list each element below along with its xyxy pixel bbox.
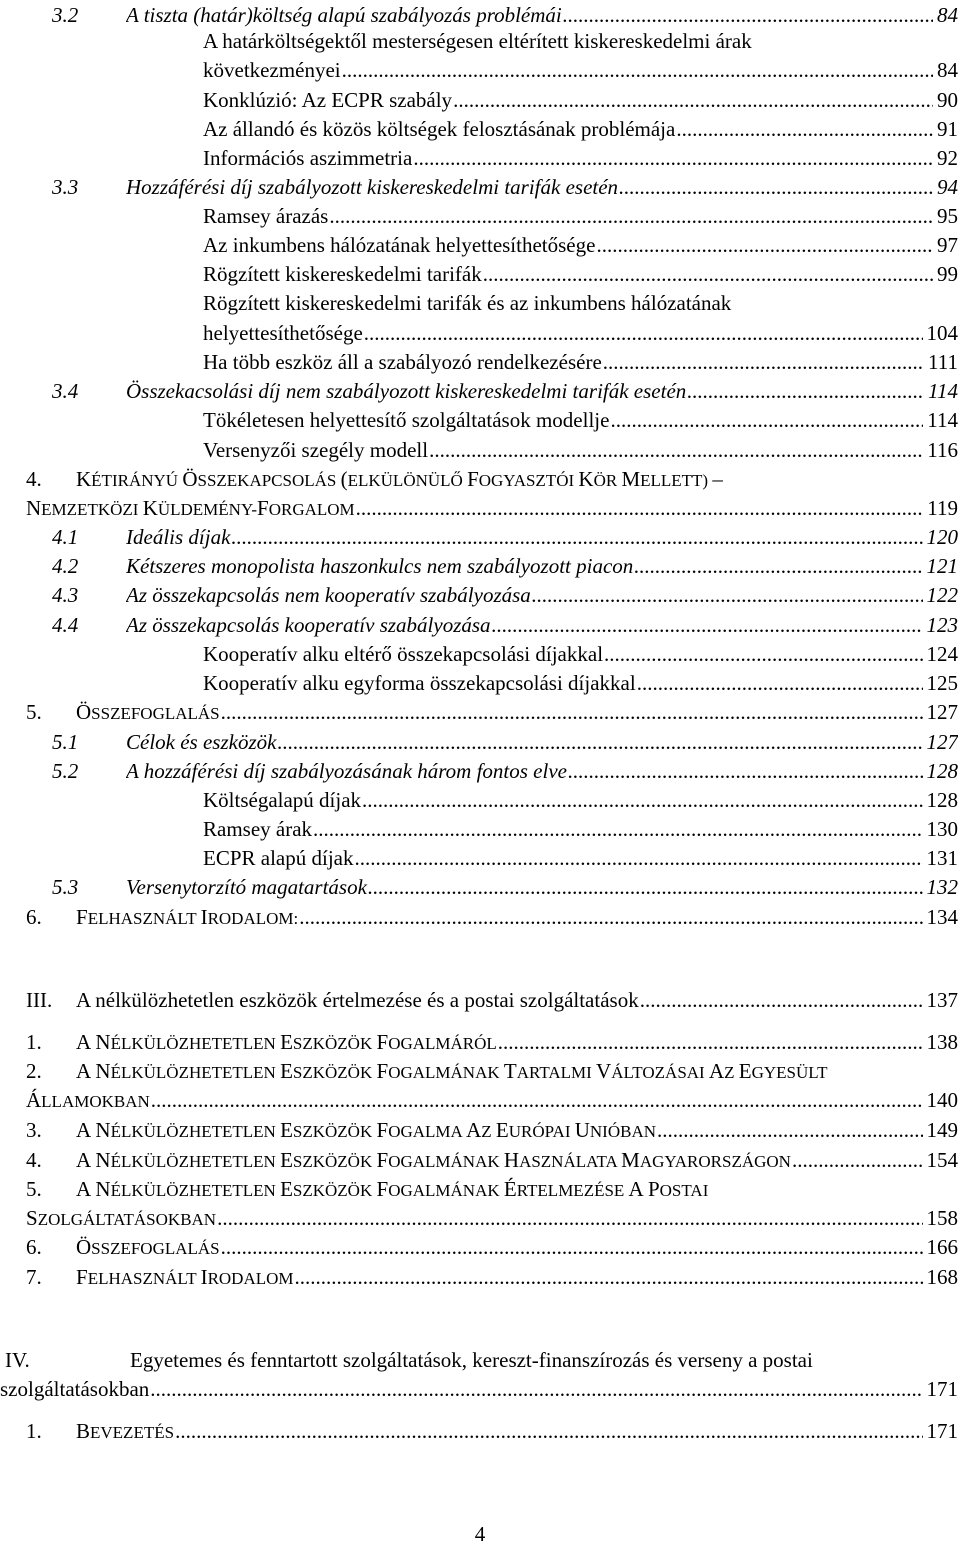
toc-entry[interactable] [0,610,960,640]
dot-leader [362,785,922,815]
toc-entry-title: Ha több eszköz áll a szabályozó rendelkezésére [203,350,602,374]
toc-entry-page: 111 [928,350,958,374]
toc-entry-page: 92 [937,146,958,170]
toc-entry[interactable] [0,288,960,318]
dot-leader [604,639,922,669]
toc-entry-number: 4.4 [52,613,79,637]
dot-leader [217,1203,922,1233]
toc-entry-number: 3. [26,1118,42,1142]
toc-entry-title: ÖSSZEFOGLALÁS [76,1235,220,1259]
toc-entry-number: 5.2 [52,759,79,783]
toc-entry[interactable] [0,1174,960,1204]
toc-entry-page: 128 [926,759,958,783]
dot-leader [634,551,922,581]
toc-entry-title: Ramsey árak [203,817,313,841]
dot-leader [687,376,924,406]
toc-entry-page: 91 [937,117,958,141]
toc-entry[interactable] [0,697,960,727]
toc-entry-number: 3.2 [52,3,79,27]
toc-entry-page: 119 [927,496,958,520]
toc-entry[interactable] [0,1085,960,1115]
dot-leader [610,405,923,435]
toc-entry-number: 3.3 [52,175,79,199]
toc-entry-title: Ramsey árazás [203,204,329,228]
toc-entry[interactable] [0,756,960,786]
toc-entry-title: A határköltségektől mesterségesen eltérített kiskereskedelmi árak [203,29,752,53]
dot-leader [792,1145,923,1175]
toc-entry[interactable] [0,872,960,902]
dot-leader [355,843,923,873]
toc-entry-page: 114 [927,408,958,432]
dot-leader [299,902,922,932]
toc-entry-title: Egyetemes és fenntartott szolgáltatások, kereszt-finanszírozás és verseny a postai [130,1348,813,1372]
toc-entry-title: A NÉLKÜLÖZHETETLEN ESZKÖZÖK FOGALMÁNAK ÉRTELMEZÉSE A POSTAI [76,1177,709,1201]
toc-entry-title: Rögzített kiskereskedelmi tarifák és az inkumbens hálózatának [203,291,732,315]
toc-entry-page: 134 [926,905,958,929]
dot-leader [596,230,933,260]
toc-entry-page: 121 [926,554,958,578]
toc-entry-number: 4. [26,467,42,491]
toc-entry-page: 138 [926,1030,958,1054]
toc-entry[interactable] [0,114,960,144]
toc-entry[interactable] [0,1374,960,1404]
toc-entry-number: IV. [5,1348,30,1372]
dot-leader [676,114,933,144]
dot-leader [221,697,923,727]
toc-entry[interactable] [0,1345,960,1375]
toc-entry[interactable] [0,522,960,552]
toc-entry[interactable] [0,551,960,581]
toc-entry-number: 5.3 [52,875,79,899]
dot-leader [483,259,933,289]
dot-leader [640,985,923,1015]
toc-entry[interactable] [0,902,960,932]
toc-entry-title: Hozzáférési díj szabályozott kiskereskedelmi tarifák esetén [126,175,619,199]
toc-entry[interactable] [0,727,960,757]
toc-entry-title: Összekacsolási díj nem szabályozott kiskereskedelmi tarifák esetén [126,379,687,403]
toc-entry[interactable] [0,1262,960,1292]
toc-entry-number: 4.3 [52,583,79,607]
toc-entry-page: 131 [926,846,958,870]
toc-entry-page: 171 [926,1377,958,1401]
dot-leader [413,143,933,173]
toc-entry-page: 132 [926,875,958,899]
toc-entry-title: szolgáltatásokban [0,1377,150,1401]
toc-entry-page: 127 [926,730,958,754]
toc-entry[interactable] [0,1232,960,1262]
dot-leader [637,668,923,698]
toc-entry-number: 4.1 [52,525,79,549]
dot-leader [342,55,933,85]
dot-leader [231,522,922,552]
toc-entry-title: A hozzáférési díj szabályozásának három fontos elve [126,759,567,783]
toc-entry-number: 4.2 [52,554,79,578]
toc-entry-page: 84 [937,58,958,82]
toc-entry[interactable] [0,1416,960,1446]
toc-entry-page: 90 [937,88,958,112]
toc-entry-page: 123 [926,613,958,637]
toc-entry-title: NEMZETKÖZI KÜLDEMÉNY-FORGALOM [26,496,355,520]
toc-entry[interactable] [0,85,960,115]
toc-entry-title: Az összekapcsolás kooperatív szabályozása [126,613,491,637]
toc-entry[interactable] [0,230,960,260]
dot-leader [356,493,924,523]
toc-entry-title: Az összekapcsolás nem kooperatív szabályozása [126,583,531,607]
toc-entry-title: FELHASZNÁLT IRODALOM [76,1265,294,1289]
toc-entry-title: Az állandó és közös költségek felosztásának problémája [203,117,676,141]
toc-entry-title: BEVEZETÉS [76,1419,175,1443]
toc-entry[interactable] [0,580,960,610]
toc-entry-page: 114 [928,379,958,403]
toc-entry-page: 127 [926,700,958,724]
toc-entry[interactable] [0,435,960,465]
toc-entry[interactable] [0,347,960,377]
toc-entry-title: Információs aszimmetria [203,146,413,170]
toc-entry[interactable] [0,639,960,669]
toc-entry-number: III. [26,988,53,1012]
toc-entry-number: 7. [26,1265,42,1289]
toc-entry-title: helyettesíthetősége [203,321,363,345]
dot-leader [150,1374,922,1404]
toc-entry-page: 95 [937,204,958,228]
dot-leader [221,1232,923,1262]
toc-entry-title: Kooperatív alku egyforma összekapcsolási díjakkal [203,671,636,695]
dot-leader [277,727,922,757]
toc-entry-number: 5.1 [52,730,79,754]
toc-entry-page: 97 [937,233,958,257]
toc-entry-page: 104 [926,321,958,345]
toc-entry-title: Konklúzió: Az ECPR szabály [203,88,453,112]
dot-leader [368,872,923,902]
toc-entry-title: KÉTIRÁNYÚ ÖSSZEKAPCSOLÁS (ELKÜLÖNÜLŐ FOGYASZTÓI KÖR MELLETT) – [76,467,723,491]
dot-leader [568,756,923,786]
toc-entry-page: 128 [926,788,958,812]
toc-entry[interactable] [0,172,960,202]
toc-entry-title: Kooperatív alku eltérő összekapcsolási díjakkal [203,642,604,666]
dot-leader [429,435,923,465]
toc-entry[interactable] [0,1027,960,1057]
toc-entry[interactable] [0,493,960,523]
toc-entry[interactable] [0,785,960,815]
toc-entry-page: 122 [926,583,958,607]
toc-entry-number: 4. [26,1148,42,1172]
toc-entry-title: A NÉLKÜLÖZHETETLEN ESZKÖZÖK FOGALMÁNAK HASZNÁLATA MAGYARORSZÁGON [76,1148,791,1172]
toc-entry-page: 149 [926,1118,958,1142]
toc-entry-title: Tökéletesen helyettesítő szolgáltatások modellje [203,408,610,432]
dot-leader [603,347,924,377]
toc-entry-page: 171 [926,1419,958,1443]
toc-entry[interactable] [0,143,960,173]
toc-entry-title: A tiszta (határ)költség alapú szabályozás problémái [126,3,562,27]
toc-entry-title: FELHASZNÁLT IRODALOM: [76,905,299,929]
toc-entry[interactable] [0,1203,960,1233]
toc-entry-title: következményei [203,58,341,82]
toc-entry[interactable] [0,201,960,231]
dot-leader [175,1416,922,1446]
toc-entry-page: 154 [926,1148,958,1172]
toc-entry[interactable] [0,376,960,406]
toc-entry-title: Célok és eszközök [126,730,277,754]
toc-entry-number: 5. [26,1177,42,1201]
toc-entry[interactable] [0,259,960,289]
toc-entry-page: 140 [926,1088,958,1112]
toc-entry-page: 120 [926,525,958,549]
dot-leader [532,580,923,610]
toc-entry-title: A NÉLKÜLÖZHETETLEN ESZKÖZÖK FOGALMÁNAK TARTALMI VÁLTOZÁSAI AZ EGYESÜLT [76,1059,828,1083]
toc-entry-title: Versenyzői szegély modell [203,438,429,462]
toc-entry-title: SZOLGÁLTATÁSOKBAN [26,1206,217,1230]
toc-entry-number: 2. [26,1059,42,1083]
dot-leader [329,201,933,231]
toc-entry-number: 6. [26,905,42,929]
toc-entry-title: ÖSSZEFOGLALÁS [76,700,220,724]
toc-entry[interactable] [0,318,960,348]
dot-leader [151,1085,923,1115]
toc-entry[interactable] [0,1056,960,1086]
toc-entry-page: 84 [937,3,958,27]
toc-entry-page: 116 [927,438,958,462]
toc-entry-title: A NÉLKÜLÖZHETETLEN ESZKÖZÖK FOGALMÁRÓL [76,1030,497,1054]
dot-leader [453,85,933,115]
dot-leader [295,1262,923,1292]
toc-entry-page: 166 [926,1235,958,1259]
toc-entry-page: 94 [937,175,958,199]
toc-entry-title: Kétszeres monopolista haszonkulcs nem szabályozott piacon [126,554,634,578]
toc-entry-number: 5. [26,700,42,724]
toc-entry-number: 3.4 [52,379,79,403]
toc-entry[interactable] [0,55,960,85]
toc-entry-page: 124 [926,642,958,666]
toc-entry-title: A NÉLKÜLÖZHETETLEN ESZKÖZÖK FOGALMA AZ EURÓPAI UNIÓBAN [76,1118,657,1142]
toc-entry-number: 1. [26,1030,42,1054]
toc-entry-title: ÁLLAMOKBAN [26,1088,150,1112]
toc-entry[interactable] [0,668,960,698]
dot-leader [364,318,923,348]
toc-entry-page: 99 [937,262,958,286]
toc-entry-page: 125 [926,671,958,695]
toc-entry[interactable] [0,464,960,494]
toc-entry-title: Rögzített kiskereskedelmi tarifák [203,262,482,286]
toc-entry-page: 158 [926,1206,958,1230]
toc-entry[interactable] [0,26,960,56]
toc-entry[interactable] [0,985,960,1015]
toc-entry[interactable] [0,1145,960,1175]
toc-entry[interactable] [0,1115,960,1145]
toc-entry-number: 6. [26,1235,42,1259]
toc-entry-title: Költségalapú díjak [203,788,362,812]
dot-leader [313,814,922,844]
toc-entry-title: Az inkumbens hálózatának helyettesíthetősége [203,233,596,257]
dot-leader [657,1115,922,1145]
toc-entry-page: 130 [926,817,958,841]
dot-leader [619,172,933,202]
toc-entry[interactable] [0,843,960,873]
toc-entry-number: 1. [26,1419,42,1443]
toc-entry-title: Ideális díjak [126,525,231,549]
toc-entry-page: 137 [926,988,958,1012]
toc-entry-page: 168 [926,1265,958,1289]
toc-entry-title: ECPR alapú díjak [203,846,354,870]
toc-entry[interactable] [0,405,960,435]
toc-entry[interactable] [0,814,960,844]
dot-leader [498,1027,923,1057]
dot-leader [492,610,923,640]
toc-entry-title: A nélkülözhetetlen eszközök értelmezése és a postai szolgáltatások [76,988,639,1012]
toc-entry-title: Versenytorzító magatartások [126,875,367,899]
page-number: 4 [474,1522,486,1546]
